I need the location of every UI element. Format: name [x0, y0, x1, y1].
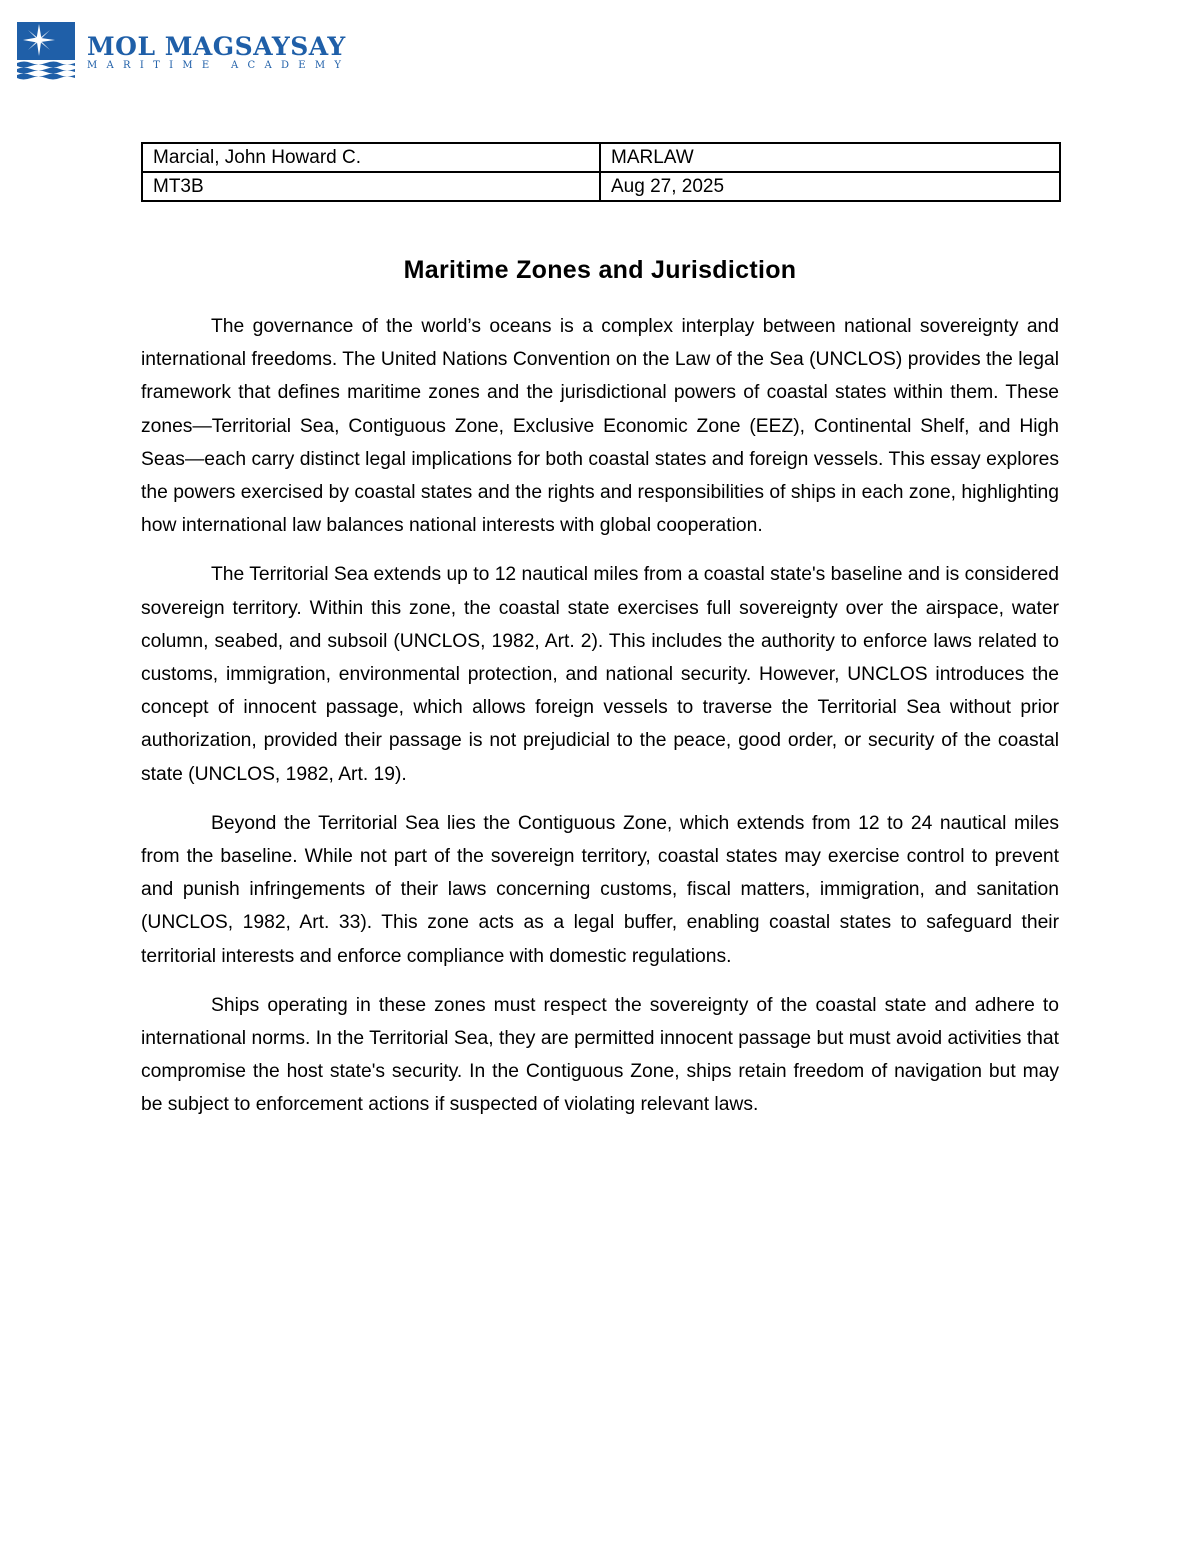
logo-subtitle: MARITIME ACADEMY [87, 60, 351, 71]
essay-body [141, 310, 1059, 1138]
compass-star-waves-icon [17, 22, 75, 80]
paragraph: Ships operating in these zones must respect the sovereignty of the coastal state and adhere to international norms. In the Territorial Sea, they are permitted innocent passage but must avoid activities that compromise the host state's security. In the Contiguous Zone, ships retain freedom of navigation but may be subject to enforcement actions if suspected of violating relevant laws. [141, 994, 1059, 1116]
essay-title: Maritime Zones and Jurisdiction [403, 256, 797, 284]
student-name-cell: Marcial, John Howard C. [142, 143, 600, 172]
section-cell: MT3B [142, 172, 600, 201]
course-cell: MARLAW [600, 143, 1060, 172]
paragraph: The governance of the world’s oceans is a complex interplay between national sovereignty and international freedoms. The United Nations Convention on the Law of the Sea (UNCLOS) provides the legal framework that defines maritime zones and the jurisdictional powers of coastal states within them. These zones—Territorial Sea, Contiguous Zone, Exclusive Economic Zone (EEZ), Continental Shelf, and High Seas—each carry distinct legal implications for both coastal states and foreign vessels. This essay explores the powers exercised by coastal states and the rights and responsibilities of ships in each zone, highlighting how international law balances national interests with global cooperation. [141, 316, 1059, 537]
student-info-table [141, 142, 1061, 202]
table-row [142, 143, 1060, 172]
paragraph: The Territorial Sea extends up to 12 nautical miles from a coastal state's baseline and is considered sovereign territory. Within this zone, the coastal state exercises full sovereignty over the airspace, water column, seabed, and subsoil (UNCLOS, 1982, Art. 2). This includes the authority to enforce laws related to customs, immigration, environmental protection, and national security. However, UNCLOS introduces the concept of innocent passage, which allows foreign vessels to traverse the Territorial Sea without prior authorization, provided their passage is not prejudicial to the peace, good order, or security of the coastal state (UNCLOS, 1982, Art. 19). [141, 564, 1059, 785]
date-cell: Aug 27, 2025 [600, 172, 1060, 201]
logo-name: MOL MAGSAYSAY [87, 32, 346, 61]
paragraph: Beyond the Territorial Sea lies the Contiguous Zone, which extends from 12 to 24 nautical miles from the baseline. While not part of the sovereign territory, coastal states may exercise control to prevent and punish infringements of their laws concerning customs, fiscal matters, immigration, and sanitation (UNCLOS, 1982, Art. 33). This zone acts as a legal buffer, enabling coastal states to safeguard their territorial interests and enforce compliance with domestic regulations. [141, 812, 1059, 967]
table-row [142, 172, 1060, 201]
academy-logo [17, 22, 350, 80]
